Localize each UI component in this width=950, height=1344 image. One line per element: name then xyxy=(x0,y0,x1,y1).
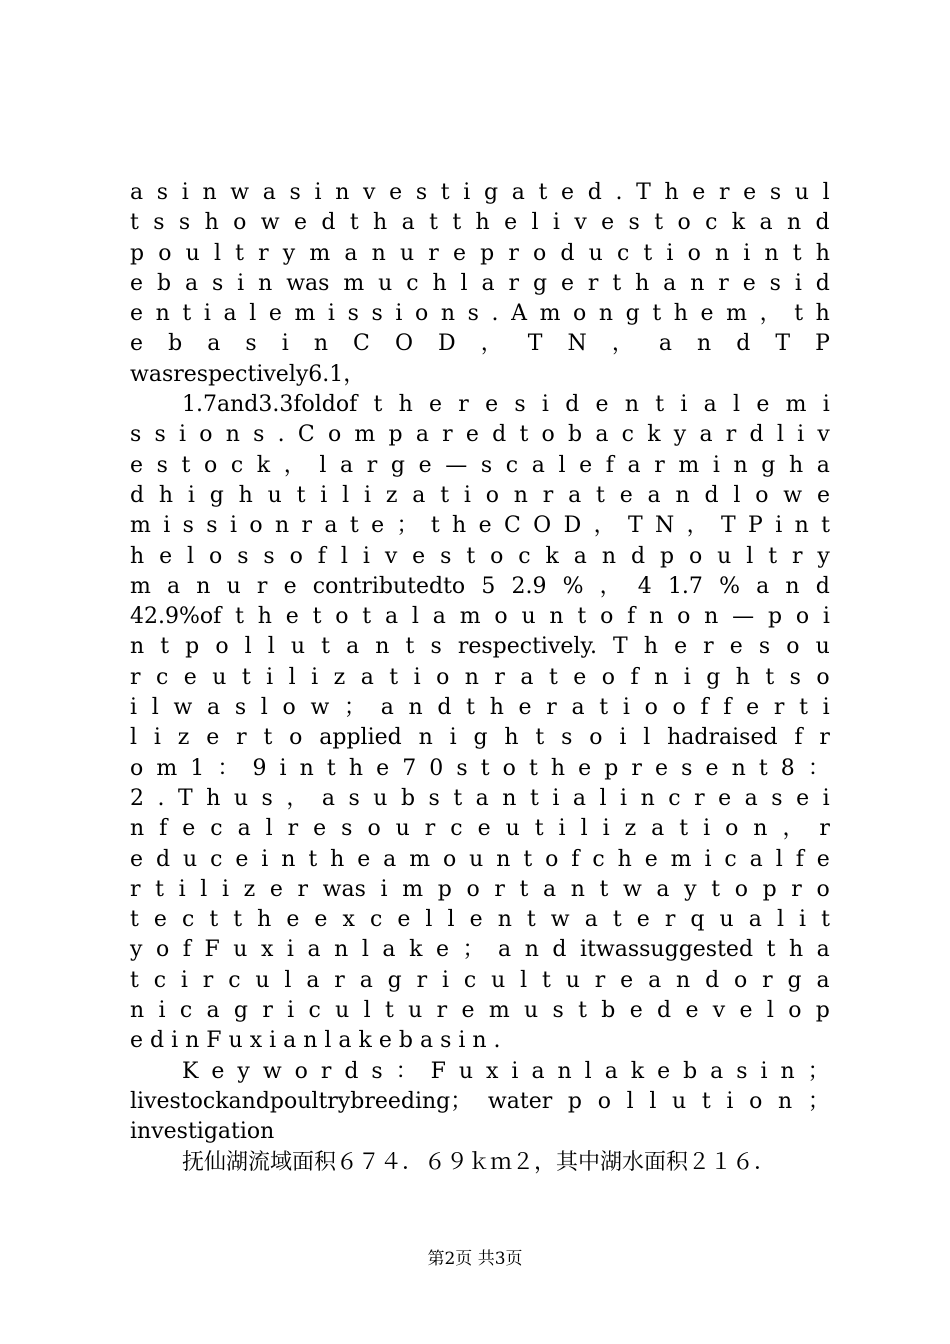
text-line: m i s s i o n r a t e ； t h e C O D ， T N ， T P i n t xyxy=(130,513,830,539)
text-line: d h i g h u t i l i z a t i o n r a t e a n d l o w e xyxy=(130,482,830,508)
text-line: e b a s i n was m u c h l a r g e r t h a n r e s i d xyxy=(130,270,830,296)
text-line: r c e u t i l i z a t i o n r a t e o f n i g h t s o xyxy=(130,664,830,690)
text-line: t s s h o w e d t h a t t h e l i v e s t o c k a n d xyxy=(130,210,830,236)
text-line: investigation xyxy=(130,1119,275,1145)
text-line: m a n u r e contributedto 5 2.9 % ， 4 1.7 % a n d xyxy=(130,573,830,599)
text-line: l i z e r t o applied n i g h t s o i l hadraised f r xyxy=(130,725,830,751)
text-line: n i c a g r i c u l t u r e m u s t b e d e v e l o p xyxy=(130,998,830,1024)
text-line: y o f F u x i a n l a k e ； a n d itwassuggested t h a xyxy=(130,937,830,963)
text-line: t c i r c u l a r a g r i c u l t u r e a n d o r g a xyxy=(130,967,830,993)
text-line: n t p o l l u t a n t s respectively. T h e r e s o u xyxy=(130,634,830,660)
text-line: p o u l t r y m a n u r e p r o d u c t i o n i n t h xyxy=(130,240,830,266)
text-line: 2 . T h u s ， a s u b s t a n t i a l i n c r e a s e i xyxy=(130,785,830,811)
text-line: s s i o n s . C o m p a r e d t o b a c k y a r d l i v xyxy=(130,422,830,448)
text-line: wasrespectively6.1， xyxy=(130,361,366,387)
text-line: e b a s i n C O D ， T N ， a n d T P xyxy=(130,331,830,357)
page-footer: 第2页 共3页 xyxy=(427,1249,523,1269)
text-line: e s t o c k ， l a r g e — s c a l e f a r m i n g h a xyxy=(130,452,830,478)
text-line: e n t i a l e m i s s i o n s . A m o n g t h e m ， t h xyxy=(130,301,830,327)
text-line: 42.9%of t h e t o t a l a m o u n t o f n o n — p o i xyxy=(130,604,830,630)
text-line: n f e c a l r e s o u r c e u t i l i z a t i o n ， r xyxy=(130,816,830,842)
text-line: 1.7and3.3foldof t h e r e s i d e n t i a l e m i xyxy=(182,392,830,418)
text-line: e d i n F u x i a n l a k e b a s i n . xyxy=(130,1028,501,1054)
text-line: i l w a s l o w ； a n d t h e r a t i o o f f e r t i xyxy=(130,695,830,721)
text-line: livestockandpoultrybreeding； water p o l l u t i o n ； xyxy=(130,1088,830,1114)
text-line: t e c t t h e e x c e l l e n t w a t e r q u a l i t xyxy=(130,907,830,933)
text-line: h e l o s s o f l i v e s t o c k a n d p o u l t r y xyxy=(130,543,830,569)
document-body xyxy=(130,178,830,1178)
text-line: K e y w o r d s ： F u x i a n l a k e b a s i n ； xyxy=(182,1058,830,1084)
text-line: e d u c e i n t h e a m o u n t o f c h e m i c a l f e xyxy=(130,846,830,872)
text-line: 抚仙湖流域面积６７４．６９ｋｍ２，其中湖水面积２１６． xyxy=(182,1149,777,1175)
text-line: r t i l i z e r was i m p o r t a n t w a y t o p r o xyxy=(130,876,830,902)
text-line: a s i n w a s i n v e s t i g a t e d . T h e r e s u l xyxy=(130,180,830,205)
text-line: o m 1 ： 9 i n t h e 7 0 s t o t h e p r e s e n t 8 ： xyxy=(130,755,830,781)
